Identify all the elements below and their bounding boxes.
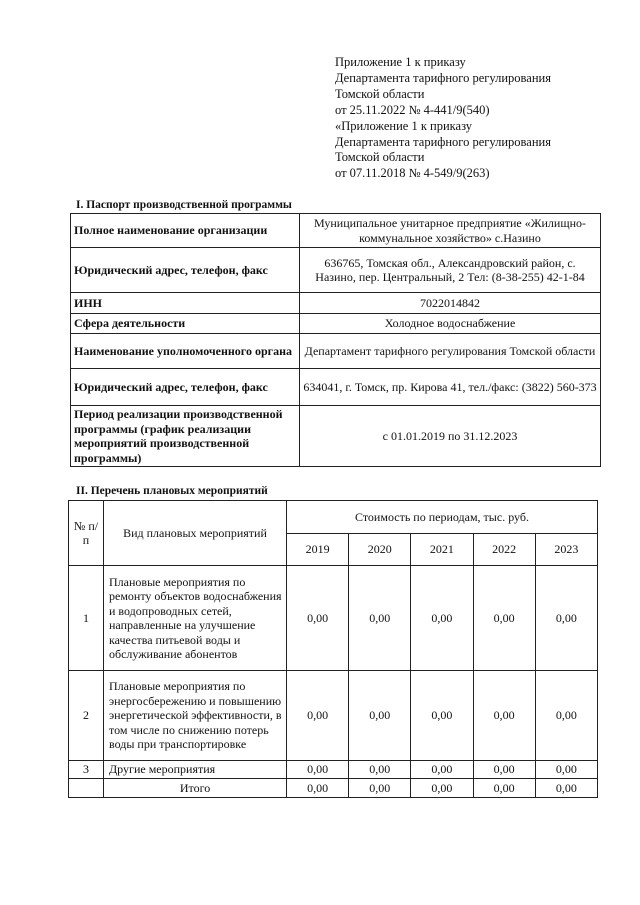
cost-cell: 0,00 [535, 761, 597, 779]
total-cell: 0,00 [287, 779, 349, 798]
table-row [69, 761, 598, 779]
cost-cell: 0,00 [473, 671, 535, 761]
cost-cell: 0,00 [473, 761, 535, 779]
cost-cell: 0,00 [535, 566, 597, 671]
year-header: 2019 [287, 534, 349, 566]
row-number: 3 [69, 761, 104, 779]
passport-table [70, 213, 601, 467]
cost-cell: 0,00 [349, 566, 411, 671]
table-row [71, 314, 601, 334]
empty-cell [69, 779, 104, 798]
row-name: Плановые мероприятия по энергосбережению и повышению энергетической эффективности, в том числе по снижению потерь воды при транспортировке [104, 671, 287, 761]
year-header: 2020 [349, 534, 411, 566]
col-name-header: Вид плановых мероприятий [104, 501, 287, 566]
header-line: «Приложение 1 к приказу [335, 118, 473, 133]
table-row [69, 566, 598, 671]
cost-cell: 0,00 [349, 761, 411, 779]
cost-cell: 0,00 [411, 566, 473, 671]
row-value: 7022014842 [300, 293, 601, 314]
total-label: Итого [104, 779, 287, 798]
cost-cell: 0,00 [287, 671, 349, 761]
cost-cell: 0,00 [411, 671, 473, 761]
header-line: Департамента тарифного регулирования [335, 70, 551, 85]
col-cost-header: Стоимость по периодам, тыс. руб. [287, 501, 598, 534]
row-value: с 01.01.2019 по 31.12.2023 [300, 406, 601, 467]
header-line: Департамента тарифного регулирования [335, 134, 551, 149]
header-line: Томской области [335, 86, 425, 101]
year-header: 2023 [535, 534, 597, 566]
row-value: 634041, г. Томск, пр. Кирова 41, тел./факс: (3822) 560-373 [300, 369, 601, 406]
row-number: 2 [69, 671, 104, 761]
table-row [71, 334, 601, 369]
table-row [71, 369, 601, 406]
section-title-plan: II. Перечень плановых мероприятий [76, 485, 268, 497]
row-key: Наименование уполномоченного органа [71, 334, 300, 369]
section-title-passport: I. Паспорт производственной программы [76, 199, 292, 211]
cost-cell: 0,00 [473, 566, 535, 671]
plan-table [68, 500, 598, 798]
table-row [71, 406, 601, 467]
row-key: Полное наименование организации [71, 214, 300, 248]
appendix-header [335, 55, 551, 182]
row-value: Департамент тарифного регулирования Томской области [300, 334, 601, 369]
table-row [71, 293, 601, 314]
header-line: от 07.11.2018 № 4-549/9(263) [335, 166, 490, 181]
row-name: Плановые мероприятия по ремонту объектов водоснабжения и водопроводных сетей, направленные на улучшение качества питьевой воды и обслуживание абонентов [104, 566, 287, 671]
cost-cell: 0,00 [411, 761, 473, 779]
year-header: 2022 [473, 534, 535, 566]
total-cell: 0,00 [473, 779, 535, 798]
header-line: Приложение 1 к приказу [335, 55, 466, 69]
row-value: 636765, Томская обл., Александровский район, с. Назино, пер. Центральный, 2 Тел: (8-38-255) 42-1-84 [300, 248, 601, 293]
total-row [69, 779, 598, 798]
row-value: Холодное водоснабжение [300, 314, 601, 334]
col-number-header: № п/п [69, 501, 104, 566]
header-line: от 25.11.2022 № 4-441/9(540) [335, 102, 490, 117]
cost-cell: 0,00 [535, 671, 597, 761]
header-row [69, 501, 598, 534]
cost-cell: 0,00 [287, 566, 349, 671]
row-key: Юридический адрес, телефон, факс [71, 248, 300, 293]
row-value: Муниципальное унитарное предприятие «Жилищно-коммунальное хозяйство» с.Назино [300, 214, 601, 248]
row-key: Сфера деятельности [71, 314, 300, 334]
header-line: Томской области [335, 150, 425, 165]
total-cell: 0,00 [411, 779, 473, 798]
cost-cell: 0,00 [287, 761, 349, 779]
row-number: 1 [69, 566, 104, 671]
row-key: Юридический адрес, телефон, факс [71, 369, 300, 406]
year-header: 2021 [411, 534, 473, 566]
table-row [71, 248, 601, 293]
total-cell: 0,00 [535, 779, 597, 798]
row-name: Другие мероприятия [104, 761, 287, 779]
row-key: ИНН [71, 293, 300, 314]
cost-cell: 0,00 [349, 671, 411, 761]
table-row [71, 214, 601, 248]
row-key: Период реализации производственной программы (график реализации мероприятий производственной программы) [71, 406, 300, 467]
table-row [69, 671, 598, 761]
total-cell: 0,00 [349, 779, 411, 798]
